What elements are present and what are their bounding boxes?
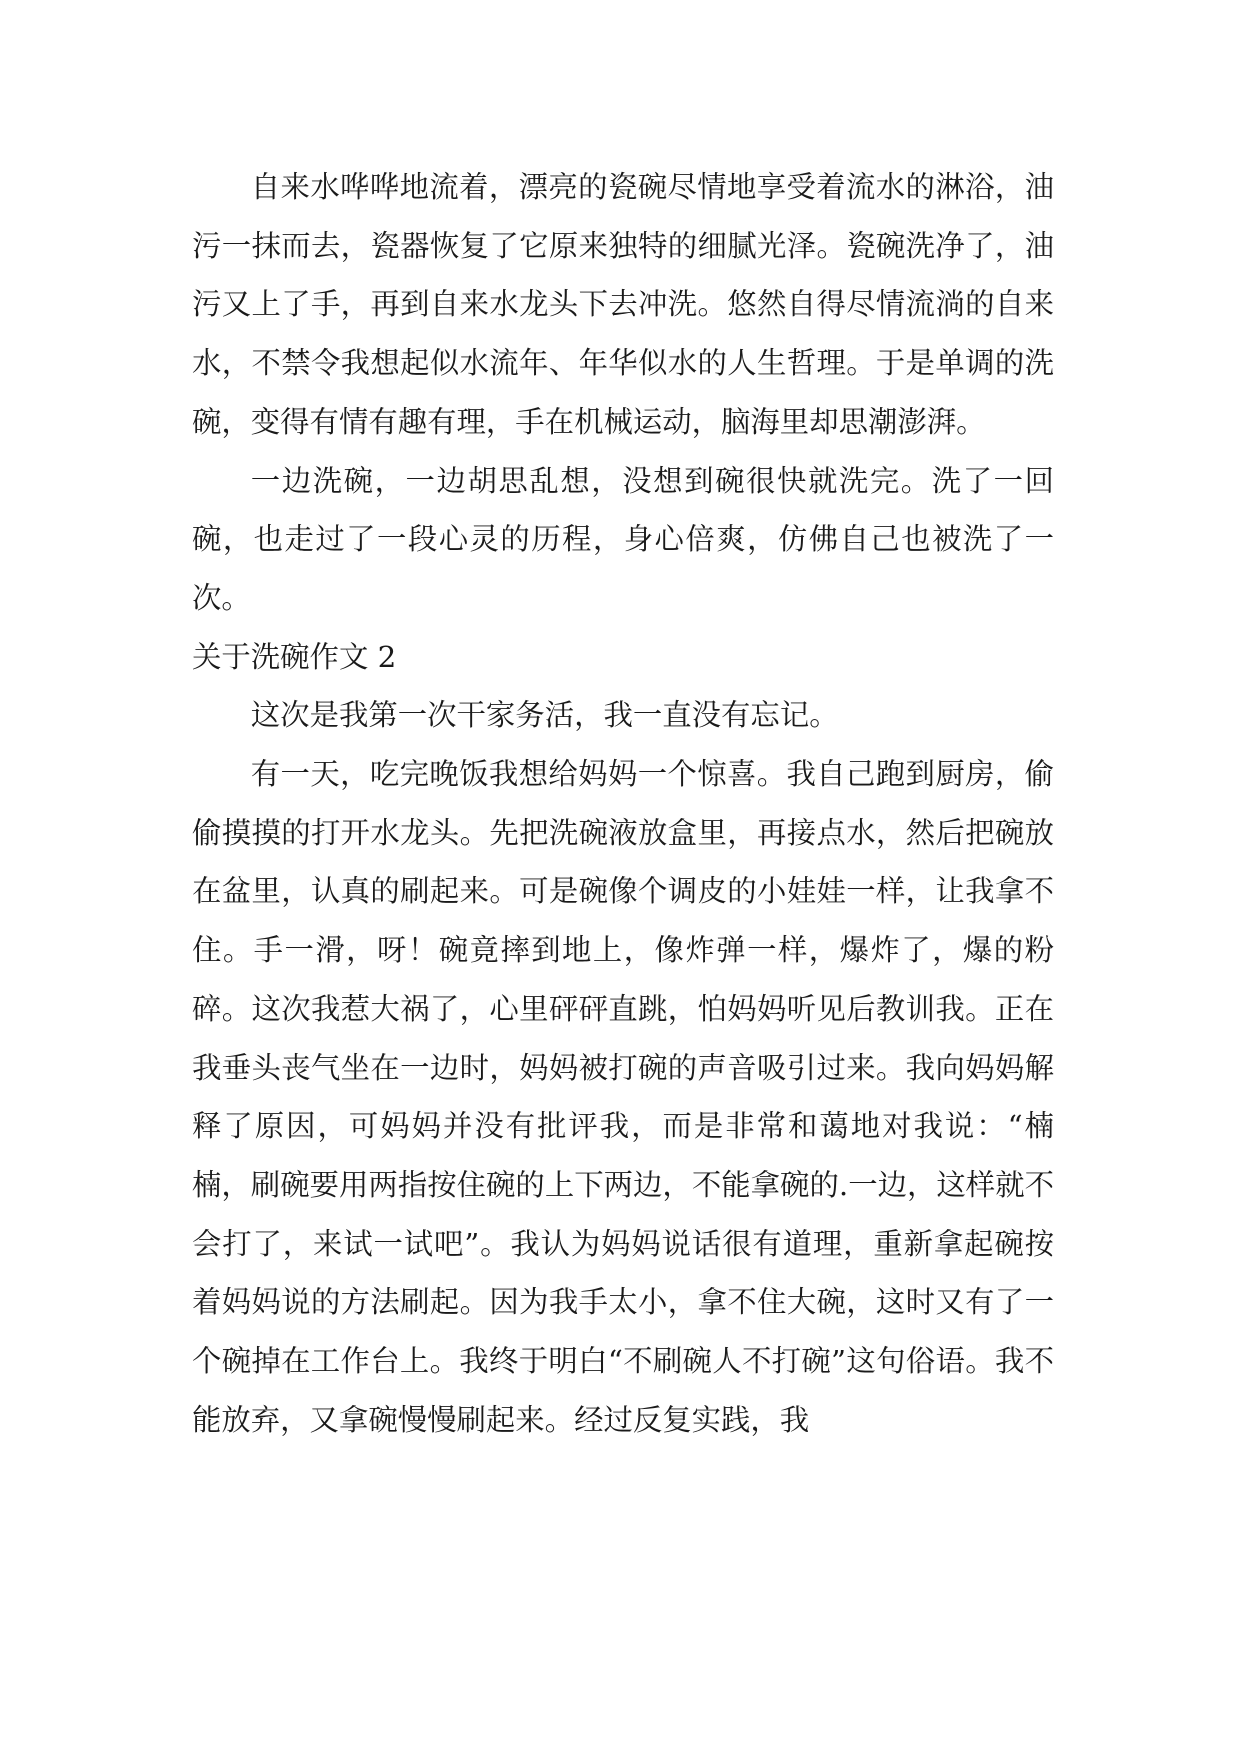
paragraph-first-chore: 这次是我第一次干家务活，我一直没有忘记。: [250, 698, 839, 733]
paragraph-washing-thoughts: 一边洗碗，一边胡思乱想，没想到碗很快就洗完。洗了一回碗，也走过了一段心灵的历程，身心倍爽，仿佛自己也被洗了一次。: [192, 463, 1054, 615]
section-heading: 关于洗碗作文 2: [192, 639, 397, 674]
paragraph-washing-water: 自来水哗哗地流着，漂亮的瓷碗尽情地享受着流水的淋浴，油污一抹而去，瓷器恢复了它原来独特的细腻光泽。瓷碗洗净了，油污又上了手，再到自来水龙头下去冲洗。悠然自得尽情流淌的自来水，不禁令我想起似水流年、年华似水的人生哲理。于是单调的洗碗，变得有情有趣有理，手在机械运动，脑海里却思潮澎湃。: [192, 170, 1054, 439]
paragraph-story: 有一天，吃完晚饭我想给妈妈一个惊喜。我自己跑到厨房，偷偷摸摸的打开水龙头。先把洗碗液放盒里，再接点水，然后把碗放在盆里，认真的刷起来。可是碗像个调皮的小娃娃一样，让我拿不住。手一滑，呀！碗竟摔到地上，像炸弹一样，爆炸了，爆的粉碎。这次我惹大祸了，心里砰砰直跳，怕妈妈听见后教训我。正在我垂头丧气坐在一边时，妈妈被打碗的声音吸引过来。我向妈妈解释了原因，可妈妈并没有批评我，而是非常和蔼地对我说：“楠楠，刷碗要用两指按住碗的上下两边，不能拿碗的.一边，这样就不会打了，来试一试吧”。我认为妈妈说话很有道理，重新拿起碗按着妈妈说的方法刷起。因为我手太小，拿不住大碗，这时又有了一个碗掉在工作台上。我终于明白“不刷碗人不打碗”这句俗语。我不能放弃，又拿碗慢慢刷起来。经过反复实践，我: [192, 757, 1054, 1437]
body-text: [192, 158, 1054, 1449]
